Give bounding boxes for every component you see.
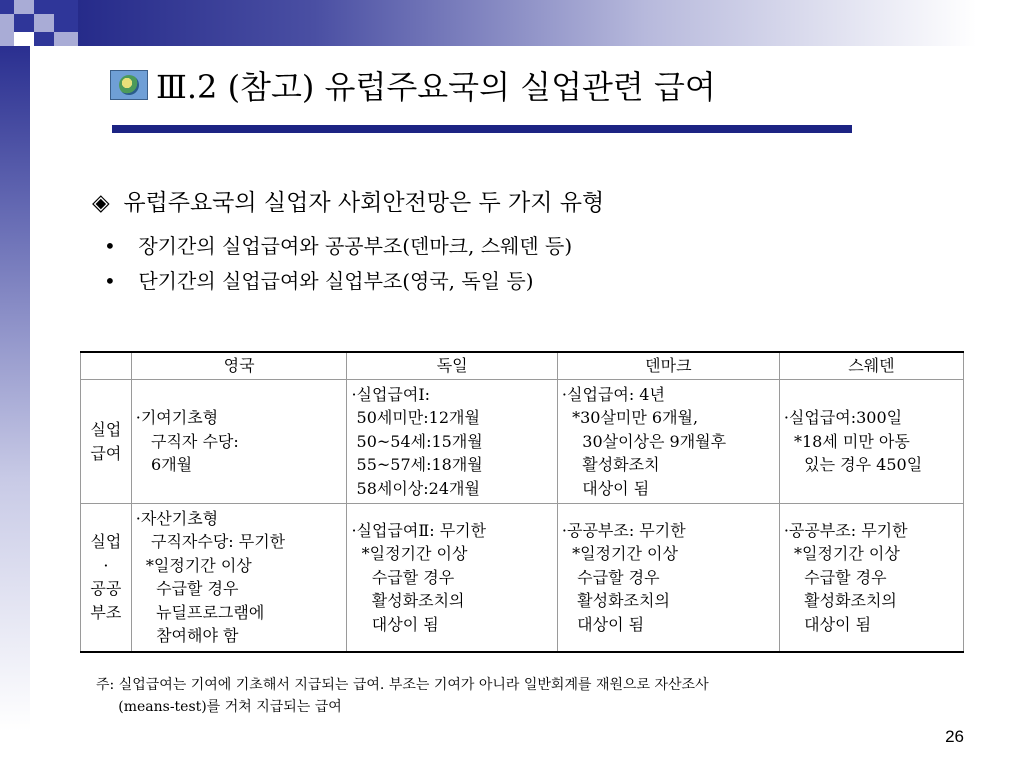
deco-square: [0, 14, 14, 46]
comparison-table: [80, 351, 964, 653]
table-cell: ·실업급여Ⅱ: 무기한 *일정기간 이상 수급할 경우 활성화조치의 대상이 됨: [347, 504, 557, 652]
deco-square: [14, 32, 34, 46]
table-header-denmark: 덴마크: [557, 352, 779, 380]
bullet-item: [104, 265, 534, 294]
section-heading: [92, 184, 604, 217]
table-cell: ·실업급여Ⅰ: 50세미만:12개월 50~54세:15개월 55~57세:18개월 58세이상:24개월: [347, 380, 557, 504]
row-label-unemployment-benefit: 실업 급여: [81, 380, 132, 504]
deco-square: [34, 14, 54, 32]
diamond-bullet-icon: ◈: [92, 190, 110, 216]
left-gradient-bar: [0, 46, 30, 768]
top-gradient-bar: [78, 0, 1024, 46]
deco-square: [0, 0, 14, 14]
table-cell: ·자산기초형 구직자수당: 무기한 *일정기간 이상 수급할 경우 뉴딜프로그램에 참여해야 함: [131, 504, 347, 652]
table-cell: ·실업급여: 4년 *30살미만 6개월, 30살이상은 9개월후 활성화조치 대상이 됨: [557, 380, 779, 504]
table-header-uk: 영국: [131, 352, 347, 380]
section-heading-text: 유럽주요국의 실업자 사회안전망은 두 가지 유형: [123, 190, 605, 216]
bullet-dot-icon: •: [104, 269, 116, 293]
row-label-unemployment-assistance: 실업 · 공공 부조: [81, 504, 132, 652]
slide-title: Ⅲ.2 (참고) 유럽주요국의 실업관련 급여: [156, 68, 716, 106]
page-number: 26: [945, 727, 964, 746]
globe-icon: [110, 70, 148, 100]
table-cell: ·공공부조: 무기한 *일정기간 이상 수급할 경우 활성화조치의 대상이 됨: [779, 504, 963, 652]
deco-square: [14, 0, 34, 14]
bullet-text: 단기간의 실업급여와 실업부조(영국, 독일 등): [138, 269, 534, 293]
table-header-germany: 독일: [347, 352, 557, 380]
footnote: 주: 실업급여는 기여에 기초해서 지급되는 급여. 부조는 기여가 아니라 일반회계를 재원으로 자산조사 (means-test)를 거쳐 지급되는 급여: [96, 677, 709, 715]
title-underline: [112, 125, 852, 133]
table-cell: ·기여기초형 구직자 수당: 6개월: [131, 380, 347, 504]
deco-square: [54, 32, 78, 46]
table-header-corner: [81, 352, 132, 380]
table-header-sweden: 스웨덴: [779, 352, 963, 380]
table-row: [81, 380, 964, 504]
bullet-text: 장기간의 실업급여와 공공부조(덴마크, 스웨덴 등): [138, 234, 573, 258]
table-cell: ·공공부조: 무기한 *일정기간 이상 수급할 경우 활성화조치의 대상이 됨: [557, 504, 779, 652]
table-cell: ·실업급여:300일 *18세 미만 아동 있는 경우 450일: [779, 380, 963, 504]
table-header-row: [81, 352, 964, 380]
bullet-item: [104, 230, 572, 259]
bullet-dot-icon: •: [104, 234, 116, 258]
table-row: [81, 504, 964, 652]
deco-square: [14, 14, 34, 32]
